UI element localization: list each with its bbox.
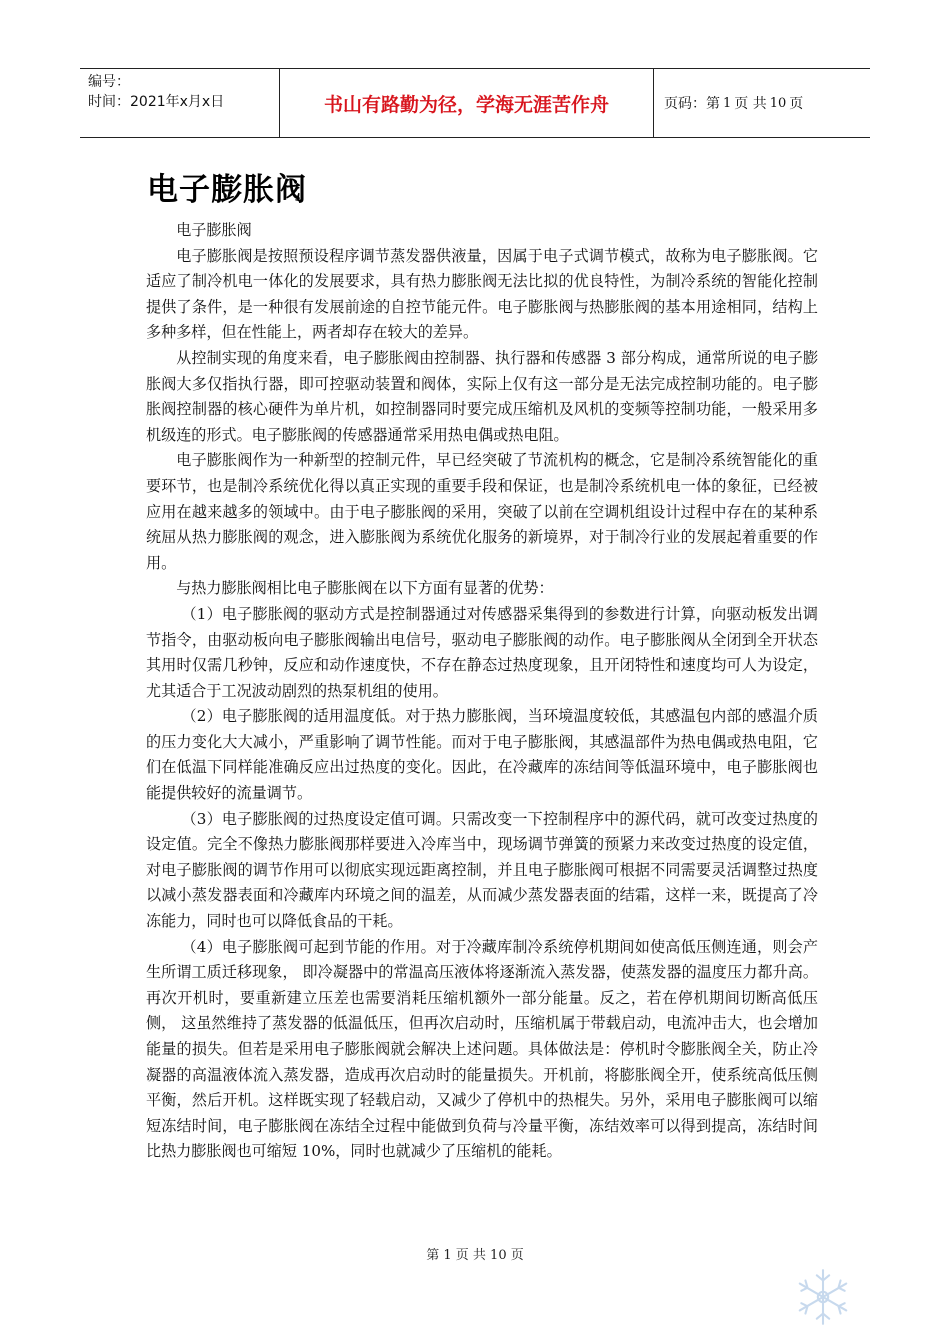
- paragraph: 从控制实现的角度来看，电子膨胀阀由控制器、执行器和传感器 3 部分构成，通常所说的电子膨胀阀大多仅指执行器，即可控驱动装置和阀体，实际上仅有这一部分是无法完成控制功能的。电子膨胀阀控制器的核心硬件为单片机，如控制器同时要完成压缩机及风机的变频等控制功能，一般采用多机级连的形式。电子膨胀阀的传感器通常采用热电偶或热电阻。: [146, 348, 818, 444]
- paragraph-subtitle: 电子膨胀阀: [176, 221, 252, 239]
- document-time-label: 时间：2021年x月x日: [88, 94, 225, 110]
- snowflake-watermark-icon: [792, 1266, 854, 1328]
- paragraph: 与热力膨胀阀相比电子膨胀阀在以下方面有显著的优势：: [176, 579, 554, 598]
- page-suffix: 页: [789, 96, 804, 112]
- document-title: 电子膨胀阀: [147, 172, 307, 208]
- page-current: 1: [723, 95, 732, 111]
- paragraph: 电子膨胀阀作为一种新型的控制元件，早已经突破了节流机构的概念，它是制冷系统智能化的重要环节，也是制冷系统优化得以真正实现的重要手段和保证，也是制冷系统机电一体的象征，已经被应用在越来越多的领域中。由于电子膨胀阀的采用，突破了以前在空调机组设计过程中存在的某种系统屈从热力膨胀阀的观念，进入膨胀阀为系统优化服务的新境界，对于制冷行业的发展起着重要的作用。: [146, 451, 818, 572]
- header-page-number: [654, 69, 870, 137]
- advantage-item: （3）电子膨胀阀的过热度设定值可调。只需改变一下控制程序中的源代码，就可改变过热度的设定值。完全不像热力膨胀阀那样要进入冷库当中，现场调节弹簧的预紧力来改变过热度的设定值，对电子膨胀阀的调节作用可以彻底实现远距离控制，并且电子膨胀阀可根据不同需要灵活调整过热度以减小蒸发器表面和冷藏库内环境之间的温差，从而减少蒸发器表面的结霜，这样一来，既提高了冷冻能力，同时也可以降低食品的干耗。: [146, 809, 818, 931]
- advantage-item: （2）电子膨胀阀的适用温度低。对于热力膨胀阀，当环境温度较低，其感温包内部的感温介质的压力变化大大减小，严重影响了调节性能。而对于电子膨胀阀，其感温部件为热电偶或热电阻，它们在低温下同样能准确反应出过热度的变化。因此，在冷藏库的冻结间等低温环境中，电子膨胀阀也能提供较好的流量调节。: [146, 707, 818, 803]
- page-total: 10: [769, 95, 787, 111]
- header-motto: 书山有路勤为径，学海无涯苦作舟: [280, 69, 654, 137]
- document-body: [146, 218, 818, 1165]
- page-mid: 页 共: [734, 96, 767, 112]
- document-number-label: 编号：: [88, 74, 130, 90]
- page-footer: 第 1 页 共 10 页: [426, 1248, 524, 1263]
- header-meta: [80, 69, 280, 137]
- advantage-item: （1）电子膨胀阀的驱动方式是控制器通过对传感器采集得到的参数进行计算，向驱动板发出调节指令，由驱动板向电子膨胀阀输出电信号，驱动电子膨胀阀的动作。电子膨胀阀从全闭到全开状态其用时仅需几秒钟，反应和动作速度快，不存在静态过热度现象，且开闭特性和速度均可人为设定，尤其适合于工况波动剧烈的热泵机组的使用。: [146, 604, 818, 700]
- page-prefix: 页码：第: [664, 96, 720, 112]
- paragraph: 电子膨胀阀是按照预设程序调节蒸发器供液量，因属于电子式调节模式，故称为电子膨胀阀。它适应了制冷机电一体化的发展要求，具有热力膨胀阀无法比拟的优良特性，为制冷系统的智能化控制提供了条件，是一种很有发展前途的自控节能元件。电子膨胀阀与热膨胀阀的基本用途相同，结构上多种多样，但在性能上，两者却存在较大的差异。: [146, 246, 818, 342]
- page-header: [80, 68, 870, 138]
- advantage-item: （4）电子膨胀阀可起到节能的作用。对于冷藏库制冷系统停机期间如使高低压侧连通，则会产生所谓工质迁移现象， 即冷凝器中的常温高压液体将逐渐流入蒸发器，使蒸发器的温度压力都升高。再次开机时，要重新建立压差也需要消耗压缩机额外一部分能量。反之，若在停机期间切断高低压侧， 这虽然维持了蒸发器的低温低压，但再次启动时，压缩机属于带载启动，电流冲击大，也会增加能量的损失。但若是采用电子膨胀阀就会解决上述问题。具体做法是：停机时令膨胀阀全关，防止冷凝器的高温液体流入蒸发器，造成再次启动时的能量损失。开机前，将膨胀阀全开，使系统高低压侧平衡，然后开机。这样既实现了轻载启动，又减少了停机中的热棍失。另外，采用电子膨胀阀可以缩短冻结时间，电子膨胀阀在冻结全过程中能做到负荷与冷量平衡，冻结效率可以得到提高，冻结时间比热力膨胀阀也可缩短 10%，同时也就减少了压缩机的能耗。: [146, 937, 818, 1161]
